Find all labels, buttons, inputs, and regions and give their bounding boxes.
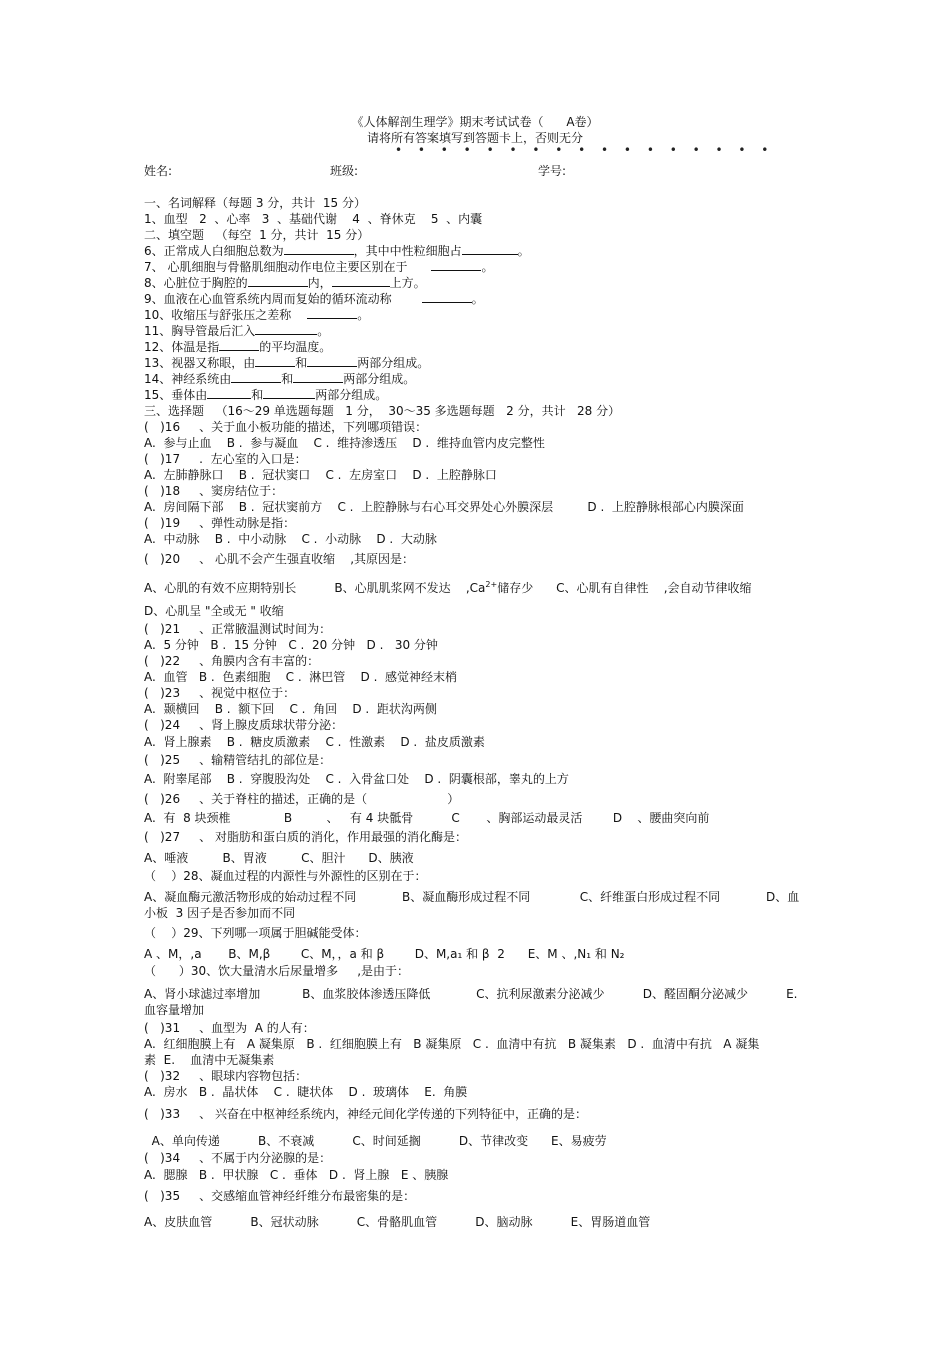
id-label: 学号:: [538, 164, 567, 178]
q21: ( )21 、正常腋温测试时间为：: [144, 622, 332, 636]
name-label: 姓名:: [144, 164, 173, 178]
q24-options: A. 肾上腺素 B . 糖皮质激素 C . 性激素 D . 盐皮质激素: [144, 735, 485, 749]
exam-title: 《人体解剖生理学》期末考试试卷（ A卷）: [351, 115, 599, 129]
q32: ( )32 、眼球内容物包括：: [144, 1069, 308, 1083]
q32-options: A. 房水 B . 晶状体 C . 睫状体 D . 玻璃体 E. 角膜: [144, 1085, 468, 1099]
q34-options: A. 腮腺 B . 甲状腺 C . 垂体 D . 肾上腺 E 、胰腺: [144, 1168, 449, 1182]
q27-options: A、唾液 B、胃液 C、胆汁 D、胰液: [144, 851, 414, 865]
q13-blank-2: [307, 356, 357, 367]
q19: ( )19 、弹性动脉是指：: [144, 516, 296, 530]
q22: ( )22 、角膜内含有丰富的：: [144, 654, 320, 668]
q12-blank: [219, 340, 259, 351]
q31-options-1: A. 红细胞膜上有 A 凝集原 B . 红细胞膜上有 B 凝集原 C . 血清中有抗 B 凝集素 D . 血清中有抗 A 凝集: [144, 1037, 760, 1051]
q14-blank-1: [231, 372, 281, 383]
q34: ( )34 、不属于内分泌腺的是：: [144, 1151, 332, 1165]
q33: ( )33 、 兴奋在中枢神经系统内，神经元间化学传递的下列特征中，正确的是：: [144, 1107, 587, 1121]
q20-options-2: D、心肌呈 "全或无 " 收缩: [144, 604, 284, 618]
q8: 8、心脏位于胸腔的 内， 上方。: [144, 276, 426, 290]
q25-options: A. 附睾尾部 B . 穿腹股沟处 C . 入骨盆口处 D . 阴囊根部，睾丸的上方: [144, 772, 569, 786]
exam-instruction: 请将所有答案填写到答题卡上，否则无分: [366, 131, 583, 145]
class-label: 班级:: [330, 164, 359, 178]
q28: （ ）28、凝血过程的内源性与外源性的区别在于：: [144, 869, 427, 883]
q35: ( )35 、交感缩血管神经纤维分布最密集的是：: [144, 1189, 416, 1203]
q26-options: A. 有 8 块颈椎 B 、 有 4 块骶骨 C 、胸部运动最灵活 D 、腰曲突向前: [144, 811, 710, 825]
q13-blank-1: [255, 356, 295, 367]
q29-options: A 、M，,a B、M,β C、M，，a 和 β D、M,a₁ 和 β 2 E、M 、,N₁ 和 N₂: [144, 947, 625, 961]
q15: 15、垂体由 和 两部分组成。: [144, 388, 388, 402]
section3-heading: 三、选择题 （16～29 单选题每题 1 分， 30～35 多选题每题 2 分，共计 28 分）: [144, 404, 621, 418]
q27: ( )27 、 对脂肪和蛋白质的消化，作用最强的消化酶是：: [144, 830, 467, 844]
q30: （ ）30、饮大量清水后尿量增多 ,是由于：: [144, 964, 410, 978]
q25: ( )25 、输精管结扎的部位是：: [144, 753, 332, 767]
q28-options-1: A、凝血酶元激活物形成的始动过程不同 B、凝血酶形成过程不同 C、纤维蛋白形成过程不同 D、血: [144, 890, 800, 904]
q8-blank-1: [248, 276, 308, 287]
q8-blank-2: [332, 276, 390, 287]
q11: 11、胸导管最后汇入 。: [144, 324, 330, 338]
q28-options-2: 小板 3 因子是否参加而不同: [144, 906, 296, 920]
q23: ( )23 、视觉中枢位于：: [144, 686, 296, 700]
q24: ( )24 、肾上腺皮质球状带分泌：: [144, 718, 344, 732]
q6-blank-2: [462, 244, 518, 255]
q6: 6、正常成人白细胞总数为 ，其中中性粒细胞占 。: [144, 244, 530, 258]
q19-options: A. 中动脉 B . 中小动脉 C . 小动脉 D . 大动脉: [144, 532, 437, 546]
q10: 10、收缩压与舒张压之差称 。: [144, 308, 370, 322]
q9-blank: [422, 292, 472, 303]
q30-options-1: A、肾小球滤过率增加 B、血浆胶体渗透压降低 C、抗利尿激素分泌减少 D、醛固酮分泌减少 E.: [144, 987, 798, 1001]
section1-items: 1、血型 2 、心率 3 、基础代谢 4 、脊休克 5 、内囊: [144, 212, 483, 226]
q14-blank-2: [293, 372, 343, 383]
q15-blank-2: [263, 388, 315, 399]
q33-options: A、单向传递 B、不衰减 C、时间延搁 D、节律改变 E、易疲劳: [144, 1134, 607, 1148]
q14: 14、神经系统由 和 两部分组成。: [144, 372, 416, 386]
q17: ( )17 . 左心室的入口是：: [144, 452, 307, 466]
q35-options: A、皮肤血管 B、冠状动脉 C、骨骼肌血管 D、脑动脉 E、胃肠道血管: [144, 1215, 651, 1229]
q18: ( )18 、窦房结位于：: [144, 484, 284, 498]
q20: ( )20 、 心肌不会产生强直收缩 ,其原因是：: [144, 552, 415, 566]
q13: 13、视器又称眼，由 和 两部分组成。: [144, 356, 430, 370]
q23-options: A. 颞横回 B . 额下回 C . 角回 D . 距状沟两侧: [144, 702, 437, 716]
q20-options-1: A、心肌的有效不应期特别长 B、心肌肌浆网不发达 $,Ca^{2+}$储存少 C、心肌有自律性 ,会自动节律收缩: [144, 580, 752, 595]
q10-blank: [307, 308, 357, 319]
q30-options-2: 血容量增加: [144, 1003, 205, 1017]
q31-options-2: 素 E. 血清中无凝集素: [144, 1053, 275, 1067]
q6-blank-1: [284, 244, 354, 255]
q12: 12、体温是指 的平均温度。: [144, 340, 332, 354]
q29: （ ）29、下列哪一项属于胆碱能受体：: [144, 926, 367, 940]
q22-options: A. 血管 B . 色素细胞 C . 淋巴管 D . 感觉神经末梢: [144, 670, 458, 684]
section1-heading: 一、名词解释（每题 3 分，共计 15 分）: [144, 196, 366, 210]
section2-heading: 二、填空题 （每空 1 分，共计 15 分）: [144, 228, 370, 242]
q15-blank-1: [207, 388, 251, 399]
emphasis-dots: • • • • • • • • • • • • • • • • •: [395, 143, 775, 157]
q18-options: A. 房间隔下部 B . 冠状窦前方 C . 上腔静脉与右心耳交界处心外膜深层 D . 上腔静脉根部心内膜深面: [144, 500, 744, 514]
q7-blank: [431, 260, 481, 271]
q31: ( )31 、血型为 A 的人有：: [144, 1021, 315, 1035]
q16-options: A. 参与止血 B . 参与凝血 C . 维持渗透压 D . 维持血管内皮完整性: [144, 436, 545, 450]
q7: 7、 心肌细胞与骨骼肌细胞动作电位主要区别在于 。: [144, 260, 494, 274]
q16: ( )16 、关于血小板功能的描述，下列哪项错误：: [144, 420, 428, 434]
q9: 9、血液在心血管系统内周而复始的循环流动称 。: [144, 292, 484, 306]
q17-options: A. 左肺静脉口 B . 冠状窦口 C . 左房室口 D . 上腔静脉口: [144, 468, 497, 482]
q21-options: A. 5 分钟 B . 15 分钟 C . 20 分钟 D . 30 分钟: [144, 638, 438, 652]
q11-blank: [255, 324, 317, 335]
q26: ( )26 、关于脊柱的描述，正确的是（ ）: [144, 792, 460, 806]
